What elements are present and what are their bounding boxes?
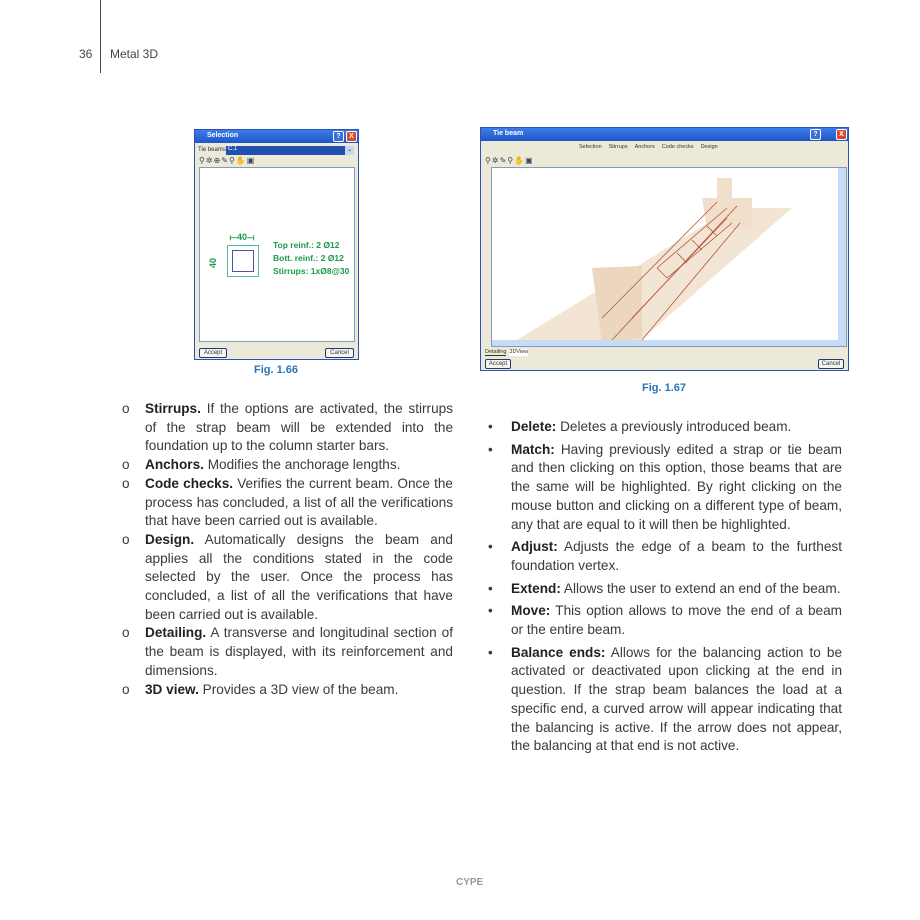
column bbox=[717, 178, 732, 200]
item-term: Design. bbox=[145, 531, 195, 547]
bullet: o bbox=[122, 531, 130, 547]
list-item bbox=[122, 400, 453, 456]
item-term: 3D view. bbox=[145, 681, 199, 697]
item-text: Provides a 3D view of the beam. bbox=[198, 681, 399, 697]
item-text: Modifies the anchorage lengths. bbox=[203, 457, 401, 473]
header-divider bbox=[100, 0, 101, 73]
tie-beams-select[interactable] bbox=[226, 146, 354, 155]
right-column bbox=[488, 418, 842, 760]
beam-body bbox=[512, 208, 792, 347]
tie-beam-window bbox=[480, 127, 849, 371]
title-bar bbox=[195, 130, 358, 143]
bullet: o bbox=[122, 625, 130, 641]
item-text: Allows for the balancing action to be activated or deactivated upon clicking at the end in question. If the strap beam balances the load at a specific end, a curved arrow will appear indicating that the balancing is active. If the arrow does not appear, the balancing at that end is not active. bbox=[511, 644, 842, 754]
width-dimension: ⟝40⟞ bbox=[229, 232, 255, 242]
list-item bbox=[122, 475, 453, 531]
tie-beams-label: Tie beams bbox=[198, 147, 226, 153]
list-item bbox=[122, 456, 453, 475]
bullet: • bbox=[488, 419, 493, 434]
item-term: Stirrups. bbox=[145, 401, 201, 416]
section-canvas bbox=[199, 167, 355, 342]
height-value: 40 bbox=[208, 257, 219, 269]
bullet: • bbox=[488, 603, 493, 619]
beam-3d-render bbox=[492, 168, 847, 347]
left-column bbox=[122, 400, 453, 699]
item-term: Adjust: bbox=[511, 539, 558, 555]
tab-detailing[interactable]: Detailing bbox=[485, 349, 507, 355]
horizontal-scrollbar[interactable] bbox=[492, 340, 846, 346]
bullet: o bbox=[122, 475, 130, 491]
cancel-button[interactable]: Cancel bbox=[818, 359, 844, 369]
page-title: Metal 3D bbox=[110, 47, 159, 61]
bullet: • bbox=[488, 580, 493, 596]
item-text: Having previously edited a strap or tie beam and then clicking on this option, those beams that are the same will be highlighted. By right clicking on the mouse button and clicking on a different type of beam, any that are equal to it will then be highlighted. bbox=[511, 441, 842, 532]
top-reinf: Top reinf.: 2 Ø12 bbox=[273, 240, 340, 250]
item-text: A transverse and longitudinal section of the beam is displayed, with its reinforcement and dimensions. bbox=[145, 625, 453, 678]
page-number: 36 bbox=[79, 47, 93, 61]
list-item bbox=[488, 580, 842, 599]
item-text: Allows the user to extend an end of the beam. bbox=[560, 580, 841, 596]
main-toolbar bbox=[579, 144, 718, 150]
vertical-scrollbar[interactable] bbox=[838, 168, 846, 346]
view-toolbar[interactable]: ⚲✲✎⚲✋▣ bbox=[485, 156, 534, 165]
height-dimension bbox=[208, 258, 218, 268]
list-item bbox=[488, 418, 842, 437]
bullet: o bbox=[122, 681, 130, 697]
item-text: If the options are activated, the stirrups of the strap beam will be extended into the foundation up to the column starter bars. bbox=[145, 401, 453, 454]
reinforcement-info bbox=[273, 239, 349, 278]
accept-button[interactable]: Accept bbox=[485, 359, 511, 369]
bott-reinf: Bott. reinf.: 2 Ø12 bbox=[273, 253, 344, 263]
window-title: Tie beam bbox=[493, 130, 524, 137]
width-value: 40 bbox=[236, 232, 247, 242]
chevron-down-icon[interactable]: ⌄ bbox=[346, 147, 353, 153]
accept-button[interactable]: Accept bbox=[199, 348, 227, 358]
item-text: Verifies the current beam. Once the process has concluded, a list of all the verifications that have been carried out is available. bbox=[145, 475, 453, 529]
list-item bbox=[488, 538, 842, 575]
list-item bbox=[488, 441, 842, 535]
item-term: Move: bbox=[511, 603, 551, 619]
design-button[interactable]: Design bbox=[700, 144, 718, 150]
code-checks-button[interactable]: Code checks bbox=[661, 144, 694, 150]
selection-dialog bbox=[194, 129, 359, 360]
list-item bbox=[122, 531, 453, 625]
figure-caption: Fig. 1.66 bbox=[254, 364, 299, 376]
list-item bbox=[122, 681, 453, 700]
title-bar bbox=[481, 128, 848, 141]
bullet: • bbox=[488, 441, 493, 457]
view-tabs bbox=[485, 349, 528, 356]
item-term: Detailing. bbox=[145, 625, 207, 641]
bullet: • bbox=[488, 644, 493, 660]
cancel-button[interactable]: Cancel bbox=[325, 348, 354, 358]
close-button[interactable]: X bbox=[836, 129, 847, 140]
list-item bbox=[122, 624, 453, 680]
section-outline bbox=[227, 245, 259, 277]
item-text: Adjusts the edge of a beam to the furthest foundation vertex. bbox=[511, 539, 842, 573]
footer-brand: CYPE bbox=[456, 877, 484, 888]
item-text: This option allows to move the end of a beam or the entire beam. bbox=[511, 603, 842, 638]
bullet: o bbox=[122, 401, 130, 416]
3d-view-canvas bbox=[491, 167, 847, 347]
stirrups-button[interactable]: Stirrups bbox=[608, 144, 628, 150]
anchors-button[interactable]: Anchors bbox=[634, 144, 655, 150]
tab-3dview[interactable]: 3DView bbox=[509, 349, 529, 355]
dialog-title: Selection bbox=[207, 132, 239, 139]
item-text: Automatically designs the beam and applies all the conditions stated in the code selected by the user. Once the process has concluded, a list of all the verifications that have been carried out is available. bbox=[145, 531, 453, 622]
stirrups-info: Stirrups: 1xØ8@30 bbox=[273, 266, 350, 276]
item-term: Code checks. bbox=[145, 475, 234, 491]
view-toolbar[interactable]: ⚲✲⊕✎⚲✋▣ bbox=[199, 156, 256, 165]
item-term: Delete: bbox=[511, 419, 557, 434]
footing-right bbox=[702, 198, 752, 230]
close-button[interactable]: X bbox=[346, 131, 357, 142]
bullet: • bbox=[488, 539, 493, 555]
help-button[interactable]: ? bbox=[333, 131, 344, 142]
item-term: Anchors. bbox=[145, 457, 204, 473]
item-term: Match: bbox=[511, 441, 555, 457]
bullet: o bbox=[122, 457, 130, 473]
figure-caption: Fig. 1.67 bbox=[642, 382, 687, 394]
list-item bbox=[488, 602, 842, 639]
item-term: Balance ends: bbox=[511, 644, 606, 660]
selected-value: C.1 bbox=[228, 146, 238, 152]
item-text: Deletes a previously introduced beam. bbox=[556, 419, 792, 434]
selection-button[interactable]: Selection bbox=[579, 144, 602, 150]
item-term: Extend: bbox=[511, 580, 561, 596]
list-item bbox=[488, 644, 842, 756]
help-button[interactable]: ? bbox=[810, 129, 821, 140]
